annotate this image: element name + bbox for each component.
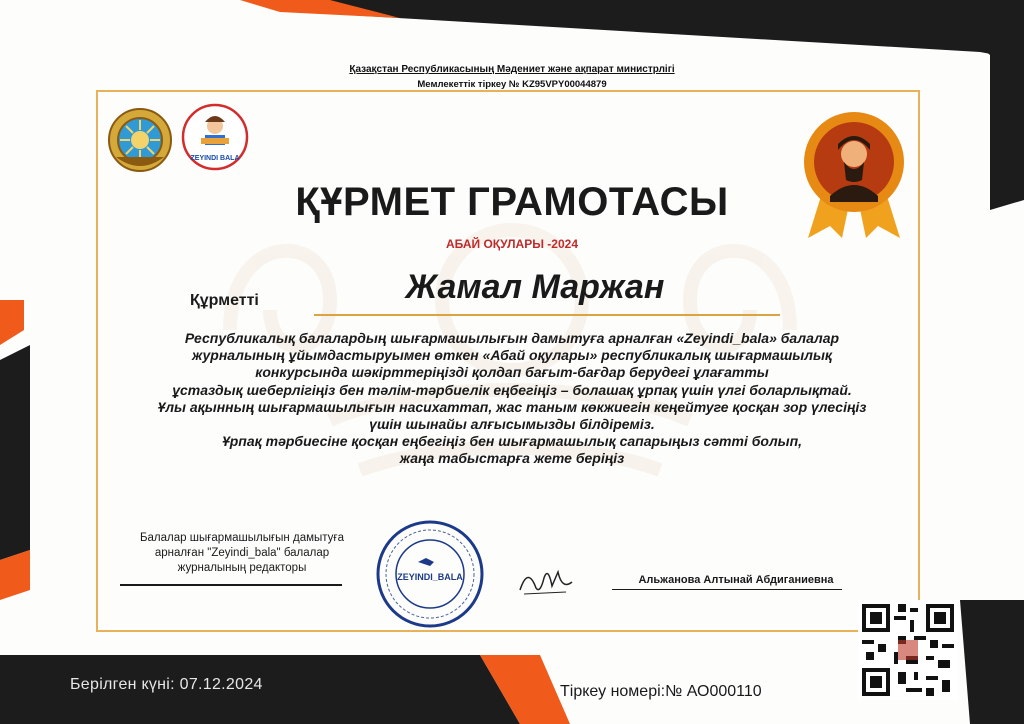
zeyindi-bala-logo-icon (181, 102, 249, 172)
registration-number: Тіркеу номері:№ АО000110 (560, 683, 762, 700)
body-line: Ұлы ақынның шығармашылығын насихаттап, жас таным көкжиегін кеңейтуге қосқан зор үлесіңіз (157, 398, 867, 415)
zb-logo-text: ZEYINDI BALA (190, 155, 240, 162)
state-registration: Мемлекеттік тіркеу № KZ95VPY00044879 (417, 79, 607, 90)
body-line: ұстаздық шеберлігіңіз бен тәлім-тәрбиелік еңбегіңіз – болашақ ұрпақ үшін үлгі боларлықтай. (172, 381, 852, 398)
editor-title (112, 531, 372, 576)
kazakhstan-emblem-icon (106, 105, 174, 175)
editor-line: арналған "Zeyindi_bala" балалар (154, 547, 330, 559)
signature-icon (514, 560, 578, 600)
editor-underline (120, 584, 342, 586)
name-underline (314, 314, 780, 316)
body-line: жаңа табыстарға жете беріңіз (399, 450, 625, 467)
qr-code-icon[interactable] (858, 600, 958, 700)
signer-name: Альжанова Алтынай Абдиганиевна (638, 574, 834, 586)
event-subtitle: АБАЙ ОҚУЛАРЫ -2024 (446, 237, 578, 251)
recipient-name: Жамал Маржан (405, 268, 665, 306)
certificate-body (140, 330, 884, 468)
editor-line: Балалар шығармашылығын дамытуға (139, 532, 344, 544)
body-line: үшін шынайы алғысымызды білдіреміз. (369, 416, 655, 433)
editor-line: журналының редакторы (177, 562, 307, 574)
body-line: конкурсында шәкірттеріңізді қолдап бағыт-бағдар берудегі ұлағатты (255, 364, 769, 381)
ministry-title: Қазақстан Республикасының Мәдениет және ақпарат министрлігі (349, 64, 675, 75)
honor-label: Құрметті (190, 292, 259, 309)
issue-date: Берілген күні: 07.12.2024 (70, 676, 263, 693)
body-line: Ұрпақ тәрбиесіне қосқан еңбегіңіз бен шығармашылық сапарыңыз сәтті болып, (221, 433, 803, 450)
certificate-title: ҚҰРМЕТ ГРАМОТАСЫ (295, 180, 729, 224)
body-line: Республикалық балалардың шығармашылығын дамытуға арналған «Zeyindi_bala» балалар (184, 330, 840, 346)
round-seal-icon (374, 518, 486, 630)
signer-underline (612, 589, 842, 590)
stamp-center-text: ZEYINDI_BALA (397, 572, 463, 582)
body-line: журналының ұйымдастыруымен өткен «Абай оқулары» республикалық шығармашылық (192, 347, 832, 364)
